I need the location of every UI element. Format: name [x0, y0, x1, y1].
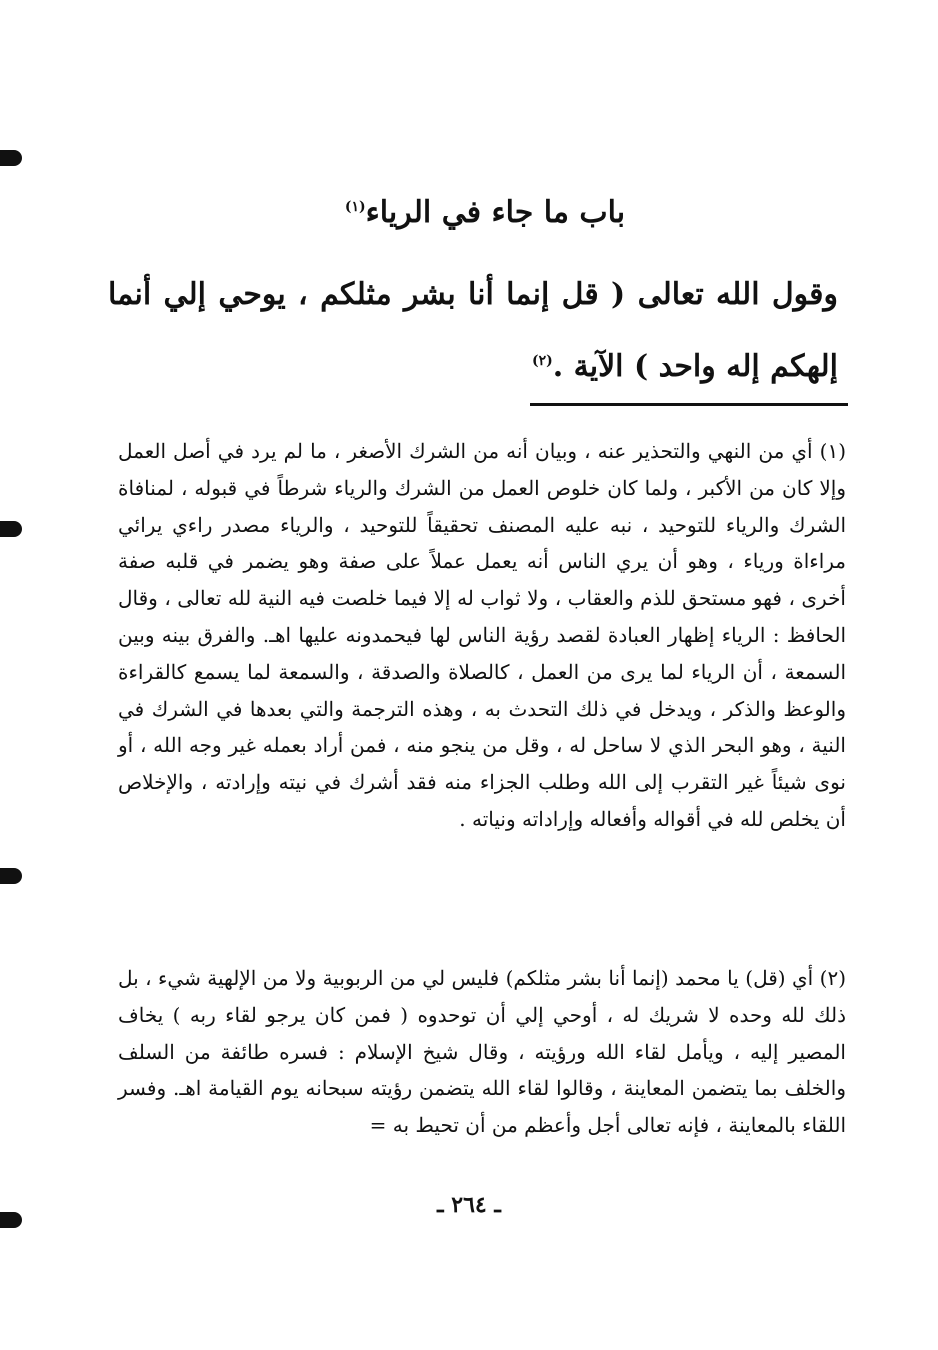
footnote-ref-2: (٢)	[531, 353, 553, 369]
footnote-1: (١) أي من النهي والتحذير عنه ، وبيان أنه من الشرك الأصغر ، ما لم يرد في أصل العمل وإلا كان من الأكبر ، ولما كان خلوص العمل من الشرك والرياء شرطاً في قبوله ، لمنافاة الشرك والرياء للتوحيد ، نبه عليه المصنف تحقيقاً للتوحيد ، والرياء مصدر راءي يرائي مراءاة ورياء ، وهو أن يري الناس أنه يعمل عملاً على صفة وهو يضمر في قلبه صفة أخرى ، فهو مستحق للذم والعقاب ، ولا ثواب له إلا فيما خلصت فيه النية لله تعالى ، وقال الحافظ : الرياء إظهار العبادة لقصد رؤية الناس لها فيحمدونه عليها اهـ. والفرق بينه وبين السمعة ، أن الرياء لما يرى من العمل ، كالصلاة والصدقة ، والسمعة لما يسمع كالقراءة والوعظ والذكر ، ويدخل في ذلك التحدث به ، وهذه الترجمة والتي بعدها في الشرك في النية ، وهو البحر الذي لا ساحل له ، وقل من ينجو منه ، فمن أراد بعمله غير وجه الله ، أو نوى شيئاً غير التقرب إلى الله وطلب الجزاء منه فقد أشرك في نيته وإرادته ، والإخلاص أن يخلص لله في أقواله وأفعاله وإراداته ونياته .	[118, 439, 846, 831]
footnote-2: (٢) أي (قل) يا محمد (إنما أنا بشر مثلكم) فليس لي من الربوبية ولا من الإلهية شيء ، بل ذلك لله وحده لا شريك له ، أوحي إلي أن توحدوه ( فمن كان يرجو لقاء ربه ) يخاف المصير إليه ، ويأمل لقاء الله ورؤيته ، وقال شيخ الإسلام : فسره طائفة من السلف والخلف بما يتضمن المعاينة ، وقالوا لقاء الله يتضمن رؤيته سبحانه يوم القيامة اهـ. وفسر اللقاء بالمعاينة ، فإنه تعالى أجل وأعظم من أن تحيط به =	[118, 966, 846, 1138]
binding-mark	[0, 150, 22, 166]
binding-mark	[0, 1212, 22, 1228]
binding-mark	[0, 521, 22, 537]
chapter-title-text: باب ما جاء في الرياء	[365, 195, 626, 230]
binding-mark	[0, 868, 22, 884]
verse-text: وقول الله تعالى ( قل إنما أنا بشر مثلكم ، يوحي إلي أنما إلهكم إله واحد ) الآية .	[108, 277, 838, 384]
quran-verse	[108, 262, 838, 400]
page-number: ـ ٢٦٤ ـ	[437, 1192, 501, 1218]
chapter-title	[120, 182, 850, 238]
footnote-separator	[530, 403, 848, 406]
footnote-ref-1: (١)	[344, 199, 366, 215]
